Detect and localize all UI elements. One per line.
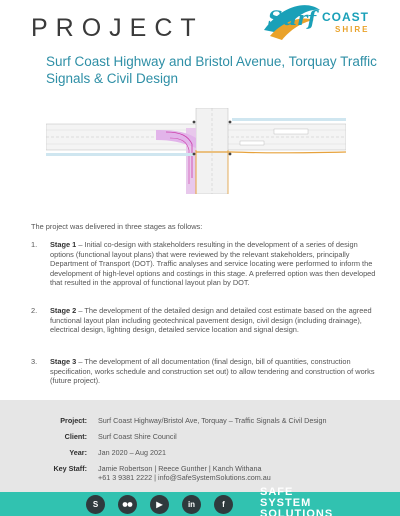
facebook-icon[interactable]: f — [214, 495, 233, 514]
info-value: Jamie Robertson | Reece Gunther | Kanch Withana — [98, 464, 262, 473]
logo-surf-text: Surf — [268, 6, 317, 30]
stage-text — [50, 357, 380, 386]
stage-description: – The development of the detailed design and detailed cost estimate based on the agreed functional layout plan including geotechnical pavement design, civil design (including drainage), electrical design, lighting design, detailed service location and signal design. — [50, 306, 372, 335]
safe-system-solutions-logo — [260, 487, 333, 516]
info-value: Surf Coast Shire Council — [98, 432, 177, 441]
brand-line: SAFE — [260, 486, 294, 498]
info-label: Client: — [64, 432, 87, 441]
stage-label: Stage 1 — [50, 240, 77, 249]
intro-text: The project was delivered in three stages as follows: — [31, 222, 203, 231]
logo-shire-text: SHIRE — [335, 25, 370, 34]
page-title: Surf Coast Highway and Bristol Avenue, Torquay Traffic Signals & Civil Design — [46, 54, 377, 86]
linkedin-icon[interactable]: in — [182, 495, 201, 514]
logo-coast-text: COAST — [322, 10, 369, 24]
page-footer — [0, 486, 400, 516]
project-info-box — [0, 400, 400, 492]
stage-description: – The development of all documentation (final design, bill of quantities, construction specification, works schedule and construction set out) to allow tendering and construction of works (future project). — [50, 357, 375, 386]
page-header — [0, 0, 400, 108]
stage-text — [50, 240, 380, 288]
info-value: Jan 2020 – Aug 2021 — [98, 448, 166, 457]
stage-number: 3. — [31, 357, 38, 366]
brand-line: SYSTEM — [260, 497, 312, 509]
info-label: Key Staff: — [53, 464, 87, 473]
info-label: Year: — [69, 448, 87, 457]
stage-number: 1. — [31, 240, 38, 249]
safe-system-icon[interactable]: S — [86, 495, 105, 514]
contact-details[interactable]: +61 3 9381 2222 | info@SafeSystemSolutions.com.au — [98, 473, 271, 482]
info-value: Surf Coast Highway/Bristol Ave, Torquay – Traffic Signals & Civil Design — [98, 416, 327, 425]
surf-coast-shire-logo — [262, 0, 388, 44]
stage-description: – Initial co-design with stakeholders resulting in the development of a series of design options (functional layout plans) that were reviewed by the relevant stakeholders, principally Department of Transport (DOT). Traffic analyses and service locating were performed to inform the development of high-level options and costings in this stage. A preferred option was then developed that resulted in the approval of functional layout plan by DOT. — [50, 240, 376, 288]
brand-line: SOLUTIONS — [260, 508, 334, 516]
stage-label: Stage 2 — [50, 306, 77, 315]
stage-number: 2. — [31, 306, 38, 315]
youtube-icon[interactable]: ▶ — [150, 495, 169, 514]
flickr-icon[interactable] — [118, 495, 137, 514]
info-label: Project: — [60, 416, 87, 425]
intersection-plan-drawing — [46, 108, 346, 194]
stage-text — [50, 306, 380, 335]
page-kicker: PROJECT — [31, 14, 204, 42]
stage-label: Stage 3 — [50, 357, 77, 366]
